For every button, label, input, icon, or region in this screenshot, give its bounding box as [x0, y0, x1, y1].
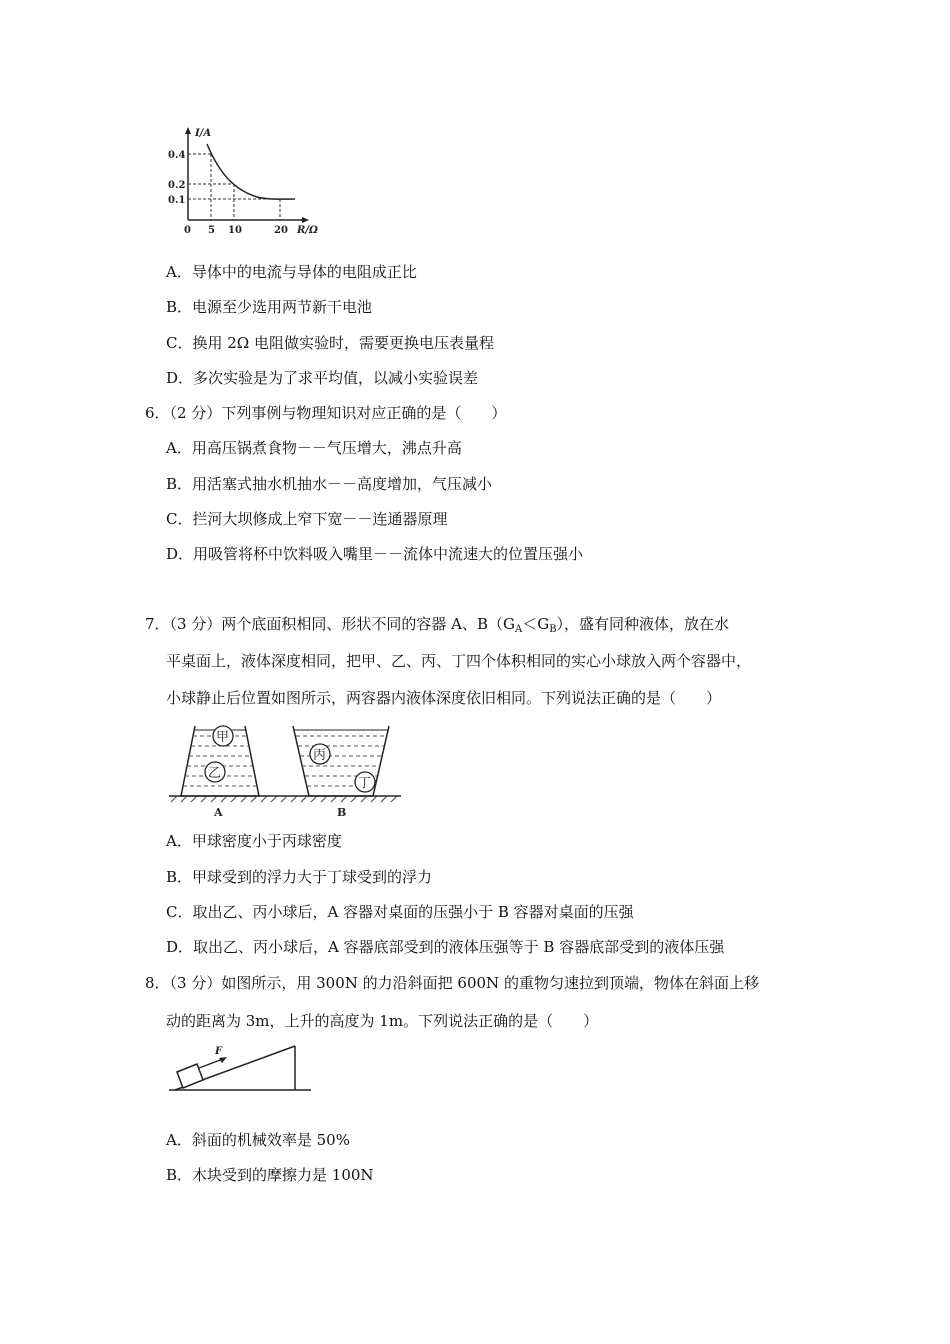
q7-stem-prefix: 7．（3 分）两个底面积相同、形状不同的容器 A、B（G: [145, 615, 515, 633]
x-tick-0: 0: [184, 225, 191, 236]
y-axis-arrow: [185, 127, 191, 134]
y-tick-0-1: 0.1: [168, 195, 186, 206]
ball-jia-label: 甲: [216, 730, 230, 745]
q8-option-b: B．木块受到的摩擦力是 100N: [166, 1166, 374, 1184]
q7-stem: [145, 614, 729, 640]
q6-option-d: D．用吸管将杯中饮料吸入嘴里－－流体中流速大的位置压强小: [166, 545, 584, 563]
q6-option-b: B．用活塞式抽水机抽水－－高度增加，气压减小: [166, 475, 493, 493]
force-label: F: [215, 1046, 223, 1057]
ball-ding-label: 丁: [358, 776, 372, 791]
q8-stem-line2: 动的距离为 3m，上升的高度为 1m。下列说法正确的是（ ）: [166, 1012, 599, 1030]
q5-option-c: C．换用 2Ω 电阻做实验时，需要更换电压表量程: [166, 334, 494, 352]
q7-less-than: ＜G: [522, 615, 550, 633]
x-tick-10: 10: [228, 225, 242, 236]
x-axis-arrow: [302, 217, 309, 223]
incline-figure: [165, 1042, 315, 1114]
inverse-curve: [207, 144, 295, 199]
y-axis-label: I/A: [195, 128, 212, 139]
q7-stem-line2: 平桌面上，液体深度相同，把甲、乙、丙、丁四个体积相同的实心小球放入两个容器中，: [166, 652, 752, 670]
x-axis-label: R/Ω: [297, 225, 318, 236]
q7-sub-b: B: [549, 624, 557, 635]
ball-yi-label: 乙: [208, 766, 222, 781]
y-tick-0-4: 0.4: [168, 150, 186, 161]
ball-bing-label: 丙: [313, 748, 327, 763]
force-arrow: [199, 1059, 223, 1068]
q7-sub-a: A: [514, 624, 523, 635]
q6-option-a: A．用高压锅煮食物－－气压增大，沸点升高: [166, 439, 462, 457]
q6-stem: 6．（2 分）下列事例与物理知识对应正确的是（ ）: [145, 404, 507, 422]
q8-stem: 8．（3 分）如图所示，用 300N 的力沿斜面把 600N 的重物匀速拉到顶端，物体在斜面上移: [145, 974, 759, 992]
x-tick-5: 5: [208, 225, 215, 236]
x-tick-20: 20: [274, 225, 288, 236]
q5-option-d: D．多次实验是为了求平均值，以减小实验误差: [166, 369, 479, 387]
q7-option-d: D．取出乙、丙小球后，A 容器底部受到的液体压强等于 B 容器底部受到的液体压强: [166, 938, 725, 956]
q7-stem-line3: 小球静止后位置如图所示，两容器内液体深度依旧相同。下列说法正确的是（ ）: [166, 689, 722, 707]
q5-option-b: B．电源至少选用两节新干电池: [166, 298, 373, 316]
q7-option-a: A．甲球密度小于丙球密度: [166, 832, 342, 850]
q8-option-a: A．斜面的机械效率是 50%: [166, 1131, 350, 1149]
y-tick-0-2: 0.2: [168, 180, 186, 191]
containers-figure: [165, 720, 405, 820]
container-a-label: A: [214, 806, 223, 819]
q7-stem-suffix: ），盛有同种液体，放在水: [556, 615, 730, 633]
current-resistance-graph: [165, 125, 325, 235]
container-b-label: B: [337, 806, 347, 819]
q7-option-b: B．甲球受到的浮力大于丁球受到的浮力: [166, 868, 433, 886]
q5-option-a: A．导体中的电流与导体的电阻成正比: [166, 263, 417, 281]
q6-option-c: C．拦河大坝修成上窄下宽－－连通器原理: [166, 510, 448, 528]
q7-option-c: C．取出乙、丙小球后，A 容器对桌面的压强小于 B 容器对桌面的压强: [166, 903, 634, 921]
